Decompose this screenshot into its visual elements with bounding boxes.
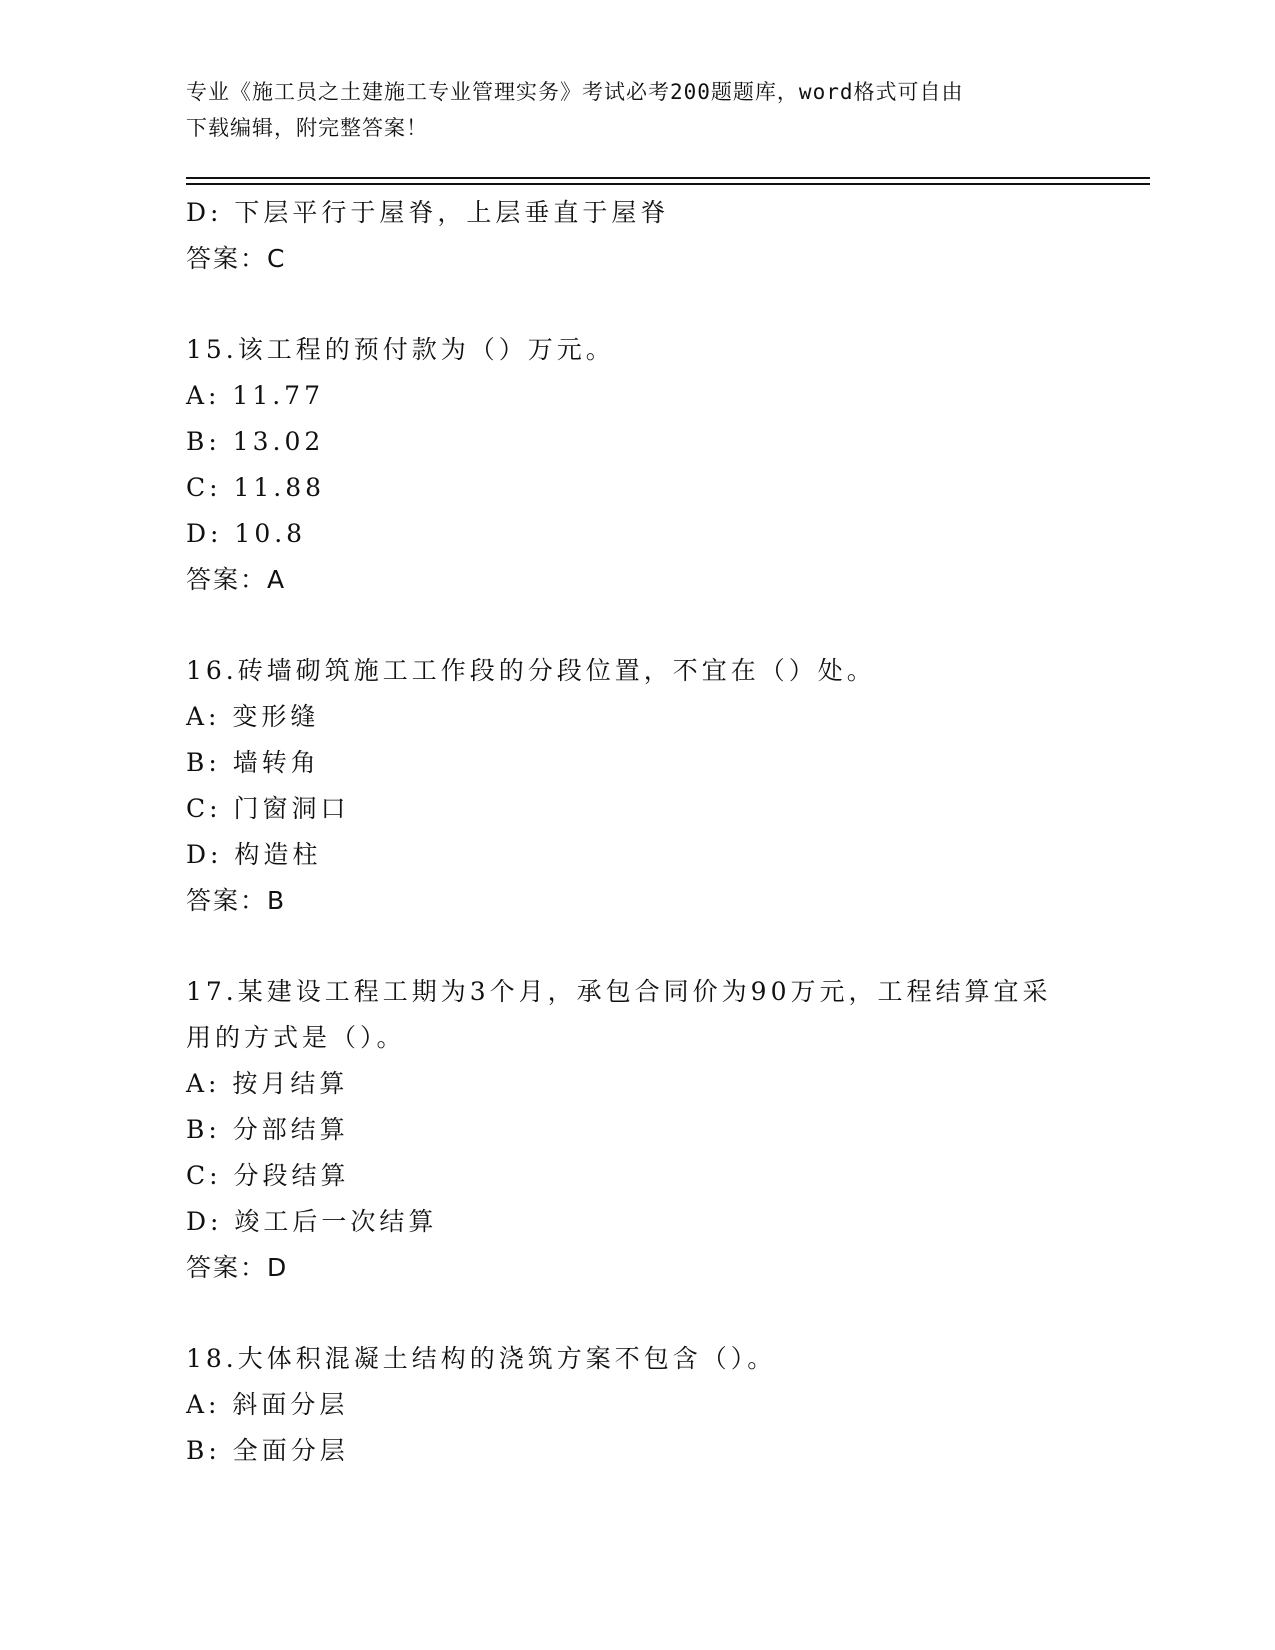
question-stem-line-2: 用的方式是（）。 (186, 1023, 406, 1052)
header-divider-top (186, 177, 1150, 179)
option-b: B: 墙转角 (186, 748, 320, 777)
header-line-1: 专业《施工员之土建施工专业管理实务》考试必考200题题库，word格式可自由 (186, 80, 964, 104)
option-b: B: 分部结算 (186, 1115, 349, 1144)
option-c: C: 11.88 (186, 473, 326, 502)
question-stem: 15.该工程的预付款为（）万元。 (186, 335, 615, 364)
question-stem: 16.砖墙砌筑施工工作段的分段位置，不宜在（）处。 (186, 656, 876, 685)
answer: 答案：D (186, 1253, 289, 1282)
question-stem: 18.大体积混凝土结构的浇筑方案不包含（）。 (186, 1344, 777, 1373)
option-c: C: 门窗洞口 (186, 794, 350, 823)
question-15 (186, 327, 1106, 603)
option-a: A: 按月结算 (186, 1069, 349, 1098)
answer: 答案：C (186, 244, 287, 273)
option-a: A: 11.77 (186, 381, 324, 410)
answer: 答案：B (186, 886, 287, 915)
answer: 答案：A (186, 565, 287, 594)
option-d: D: 竣工后一次结算 (186, 1207, 438, 1236)
question-18 (186, 1336, 1106, 1474)
option-b: B: 全面分层 (186, 1436, 349, 1465)
option-a: A: 变形缝 (186, 702, 320, 731)
question-16 (186, 648, 1106, 924)
option-b: B: 13.02 (186, 427, 325, 456)
option-c: C: 分段结算 (186, 1161, 350, 1190)
option-d: D: 10.8 (186, 519, 307, 548)
question-17 (186, 969, 1106, 1291)
question-list (186, 190, 1106, 1474)
option-d: D: 下层平行于屋脊，上层垂直于屋脊 (186, 198, 670, 227)
question-stem-line-1: 17.某建设工程工期为3个月，承包合同价为90万元，工程结算宜采 (186, 977, 1052, 1006)
header-divider-bottom (186, 183, 1150, 185)
document-header (186, 74, 1086, 146)
option-a: A: 斜面分层 (186, 1390, 349, 1419)
option-d: D: 构造柱 (186, 840, 322, 869)
header-line-2: 下载编辑，附完整答案！ (186, 116, 428, 140)
